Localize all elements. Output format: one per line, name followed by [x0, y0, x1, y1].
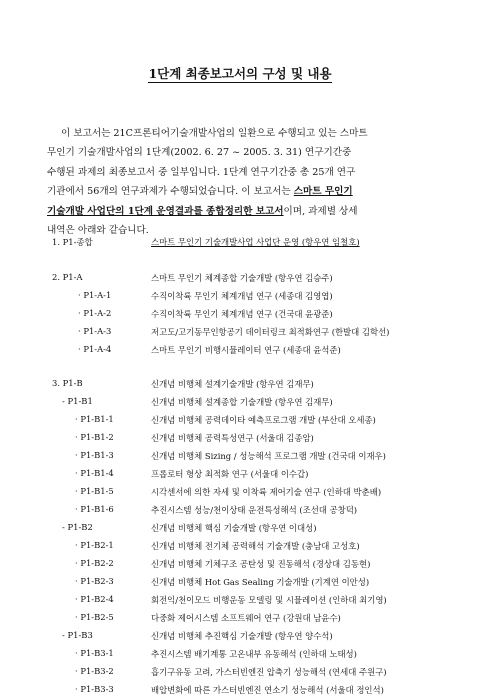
item-code: 3. P1-B [52, 378, 83, 388]
item-code: · P1-A-3 [78, 326, 112, 336]
list-item [0, 540, 480, 554]
list-item [0, 236, 480, 250]
report-title-text: 1단계 최종보고서의 구성 및 내용 [148, 66, 332, 81]
item-code: · P1-B1-2 [75, 432, 114, 442]
intro-line: 이 보고서는 21C프론티어기술개발사업의 일환으로 수행되고 있는 스마트 [61, 128, 368, 139]
intro-text: 기관에서 56개의 연구과제가 수행되었습니다. 이 보고서는 [47, 186, 291, 198]
list-item [0, 594, 480, 608]
item-desc: 추진시스템 성능/천이상태 운전특성해석 (조선대 공창덕) [151, 505, 358, 515]
item-desc: 신개념 비행체 설계종합 기술개발 (항우연 김재무) [151, 397, 333, 407]
item-code: - P1-B1 [62, 396, 93, 406]
item-code: · P1-B1-6 [75, 504, 114, 514]
item-desc: 시각센서에 의한 자세 및 이착륙 제어기술 연구 (인하대 박춘배) [151, 487, 382, 497]
intro-emphasis: 기술개발 사업단의 1단계 운영결과를 종합정리한 보고서 [47, 205, 284, 217]
list-item [0, 432, 480, 446]
item-code: · P1-B2-1 [75, 540, 114, 550]
item-code: - P1-B2 [62, 522, 93, 532]
list-item [0, 666, 480, 680]
intro-text: 이며, 과제별 상세 [283, 205, 358, 217]
item-code: 1. P1-종합 [52, 237, 93, 247]
item-code: · P1-B3-2 [75, 666, 114, 676]
item-code: · P1-B2-2 [75, 558, 114, 568]
item-desc: 수직이착륙 무인기 체계개념 연구 (세종대 김영엽) [151, 291, 333, 301]
list-item [0, 486, 480, 500]
item-desc: 신개념 비행체 기체구조 공탄성 및 진동해석 (경상대 김동현) [151, 559, 371, 569]
item-code: · P1-B2-5 [75, 612, 114, 622]
list-item [0, 684, 480, 698]
list-item [0, 450, 480, 464]
item-desc: 배압변화에 따른 가스터빈엔진 연소기 성능해석 (서울대 정인석) [151, 685, 384, 695]
item-desc: 신개념 비행체 Hot Gas Sealing 기술개발 (기계연 이안성) [151, 577, 370, 587]
item-desc: 다중화 제어시스템 소프트웨어 연구 (강원대 남윤수) [151, 613, 341, 623]
item-code: · P1-B1-1 [75, 414, 114, 424]
item-code: · P1-B3-3 [75, 684, 114, 694]
list-item [0, 468, 480, 482]
item-desc: 신개념 비행체 설계기술개발 (항우연 김재무) [151, 379, 314, 389]
item-code: · P1-B1-5 [75, 486, 114, 496]
list-item [0, 378, 480, 392]
list-item [0, 308, 480, 322]
intro-line [47, 182, 447, 201]
list-item [0, 558, 480, 572]
item-desc: 프롭로터 형상 최적화 연구 (서울대 이수갑) [151, 469, 309, 479]
list-item [0, 272, 480, 286]
intro-paragraph [47, 124, 447, 240]
list-item [0, 344, 480, 358]
item-code: · P1-A-1 [78, 290, 112, 300]
item-desc: 추진시스템 배기계통 고온내부 유동해석 (인하대 노태성) [151, 649, 357, 659]
list-item [0, 290, 480, 304]
item-desc: 신개념 비행체 Sizing / 성능해석 프로그램 개발 (건국대 이재우) [151, 451, 386, 461]
item-desc: 신개념 비행체 핵심 기술개발 (항우연 이대성) [151, 523, 317, 533]
report-title [0, 64, 480, 82]
item-code: · P1-B3-1 [75, 648, 114, 658]
list-item [0, 414, 480, 428]
item-desc: 신개념 비행체 추진핵심 기술개발 (항우연 양수석) [151, 631, 333, 641]
item-code: · P1-B2-4 [75, 594, 114, 604]
intro-emphasis: 스마트 무인기 [293, 186, 353, 198]
list-item [0, 326, 480, 340]
item-code: · P1-A-4 [78, 344, 112, 354]
item-desc: 스마트 무인기 비행시뮬레이터 연구 (세종대 윤석준) [151, 345, 341, 355]
item-desc: 스마트 무인기 체계종합 기술개발 (항우연 김승주) [151, 273, 333, 283]
list-item [0, 630, 480, 644]
intro-line: 수행된 과제의 최종보고서 중 일부입니다. 1단계 연구기간중 총 25개 연구 [47, 166, 356, 178]
intro-line [47, 202, 447, 221]
list-item [0, 396, 480, 410]
item-desc: 회전익/천이모드 비행운동 모델링 및 시뮬레이션 (인하대 최기영) [151, 595, 387, 605]
item-desc: 신개념 비행체 공력특성연구 (서울대 김종암) [151, 433, 314, 443]
item-code: · P1-A-2 [78, 308, 112, 318]
list-item [0, 576, 480, 590]
intro-line: 무인기 기술개발사업의 1단계(2002. 6. 27 ~ 2005. 3. 31) 연구기간중 [47, 147, 352, 159]
item-code: · P1-B1-3 [75, 450, 114, 460]
item-desc: 수직이착륙 무인기 체계개념 연구 (건국대 윤광준) [151, 309, 333, 319]
list-item [0, 648, 480, 662]
item-code: 2. P1-A [52, 272, 83, 282]
item-desc: 저고도/고기동무인항공기 데이터링크 최적화연구 (한발대 김학선) [151, 327, 390, 337]
list-item [0, 522, 480, 536]
item-desc: 신개념 비행체 공력데이타 예측프로그램 개발 (부산대 오세종) [151, 415, 376, 425]
list-item [0, 504, 480, 518]
intro-line: 내역은 아래와 같습니다. [47, 224, 149, 236]
item-desc: 신개념 비행체 전기체 공력해석 기술개발 (충남대 고성호) [151, 541, 360, 551]
list-item [0, 612, 480, 626]
item-code: · P1-B1-4 [75, 468, 114, 478]
item-desc: 흡기구유동 고려, 가스터빈엔진 압축기 성능해석 (연세대 주원구) [151, 667, 387, 677]
item-code: · P1-B2-3 [75, 576, 114, 586]
item-code: - P1-B3 [62, 630, 93, 640]
item-desc: 스마트 무인기 기술개발사업 사업단 운영 (항우연 임철호) [151, 237, 360, 247]
